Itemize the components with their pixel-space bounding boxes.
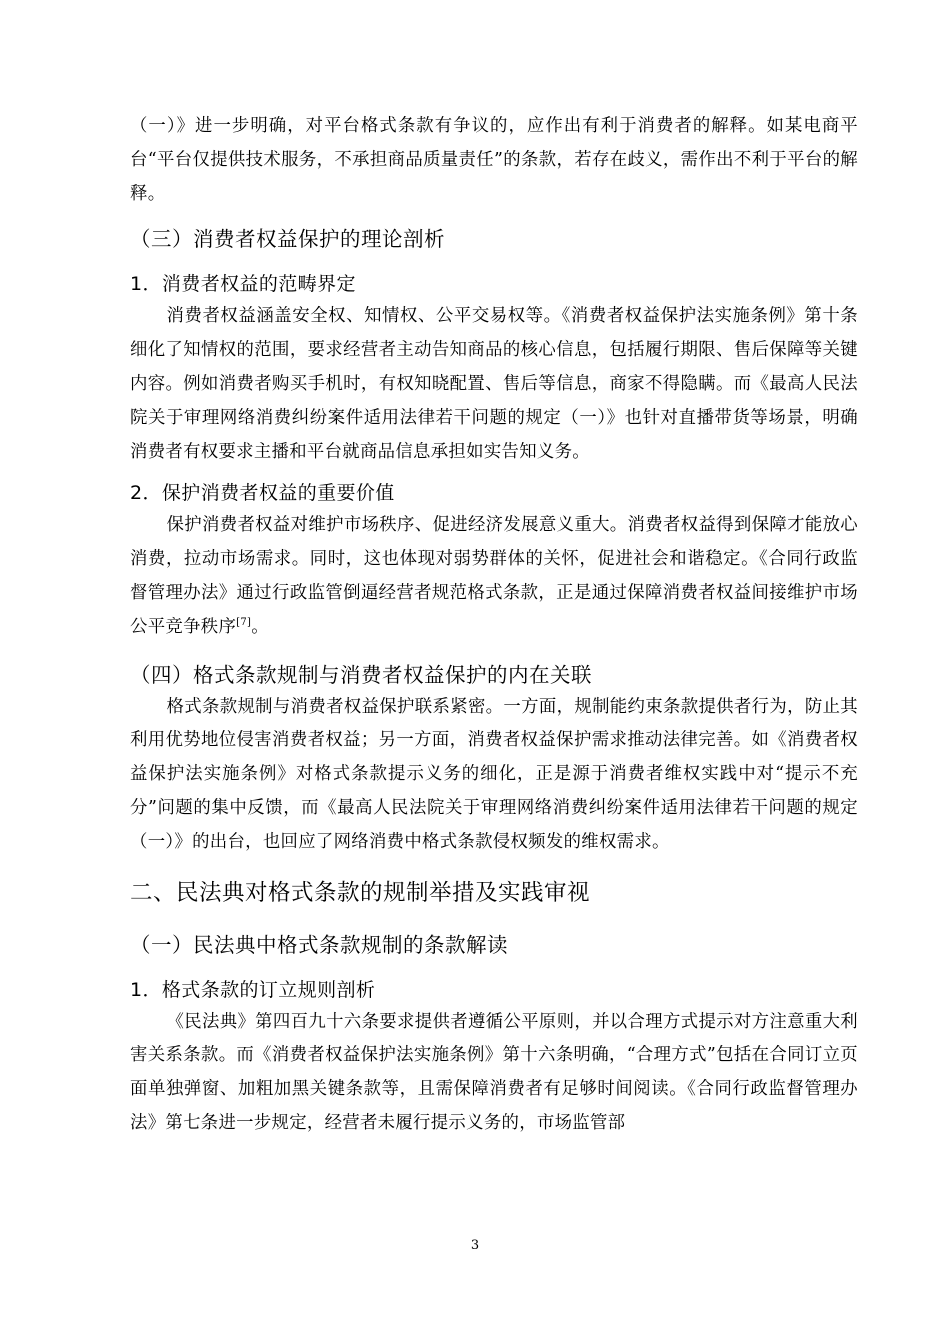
subsection-heading-2-1-1: 1．格式条款的订立规则剖析 (130, 978, 376, 1001)
citation-ref: [7] (236, 616, 252, 628)
subsection-heading-2: 2．保护消费者权益的重要价值 (130, 482, 395, 505)
paragraph-end-mark: 。 (251, 616, 269, 637)
section-heading-4: （四）格式条款规制与消费者权益保护的内在关联 (130, 662, 592, 687)
paragraph-consumer-rights-scope: 消费者权益涵盖安全权、知情权、公平交易权等。《消费者权益保护法实施条例》第十条细化了知情权的范围，要求经营者主动告知商品的核心信息，包括履行期限、售后保障等关键内容。例如消费者购买手机时，有权知晓配置、售后等信息，商家不得隐瞒。而《最高人民法院关于审理网络消费纠纷案件适用法律若干问题的规定（一）》也针对直播带货等场景，明确消费者有权要求主播和平台就商品信息承担如实告知义务。 (130, 306, 858, 462)
paragraph-protection-value (130, 509, 858, 644)
subsection-heading-1: 1．消费者权益的范畴界定 (130, 273, 356, 296)
paragraph-intrinsic-link: 格式条款规制与消费者权益保护联系紧密。一方面，规制能约束条款提供者行为，防止其利用优势地位侵害消费者权益；另一方面，消费者权益保护需求推动法律完善。如《消费者权益保护法实施条例》对格式条款提示义务的细化，正是源于消费者维权实践中对“提示不充分”问题的集中反馈，而《最高人民法院关于审理网络消费纠纷案件适用法律若干问题的规定（一）》的出台，也回应了网络消费中格式条款侵权频发的维权需求。 (130, 696, 858, 852)
section-heading-3: （三）消费者权益保护的理论剖析 (130, 227, 445, 252)
section-heading-2-1: （一）民法典中格式条款规制的条款解读 (130, 932, 508, 957)
paragraph-continued: （一）》进一步明确，对平台格式条款有争议的，应作出有利于消费者的解释。如某电商平台“平台仅提供技术服务，不承担商品质量责任”的条款，若存在歧义，需作出不利于平台的解释。 (130, 116, 858, 204)
chapter-heading-2: 二、民法典对格式条款的规制举措及实践审视 (130, 879, 591, 906)
page-number: 3 (470, 1238, 480, 1253)
paragraph-formation-rules: 《民法典》第四百九十六条要求提供者遵循公平原则，并以合理方式提示对方注意重大利害关系条款。而《消费者权益保护法实施条例》第十六条明确，“合理方式”包括在合同订立页面单独弹窗、加粗加黑关键条款等，且需保障消费者有足够时间阅读。《合同行政监督管理办法》第七条进一步规定，经营者未履行提示义务的，市场监管部 (130, 1011, 858, 1133)
document-page (130, 110, 858, 1141)
paragraph-protection-value-text: 保护消费者权益对维护市场秩序、促进经济发展意义重大。消费者权益得到保障才能放心消费，拉动市场需求。同时，这也体现对弱势群体的关怀，促进社会和谐稳定。《合同行政监督管理办法》通过行政监管倒逼经营者规范格式条款，正是通过保障消费者权益间接维护市场公平竞争秩序 (130, 515, 858, 637)
